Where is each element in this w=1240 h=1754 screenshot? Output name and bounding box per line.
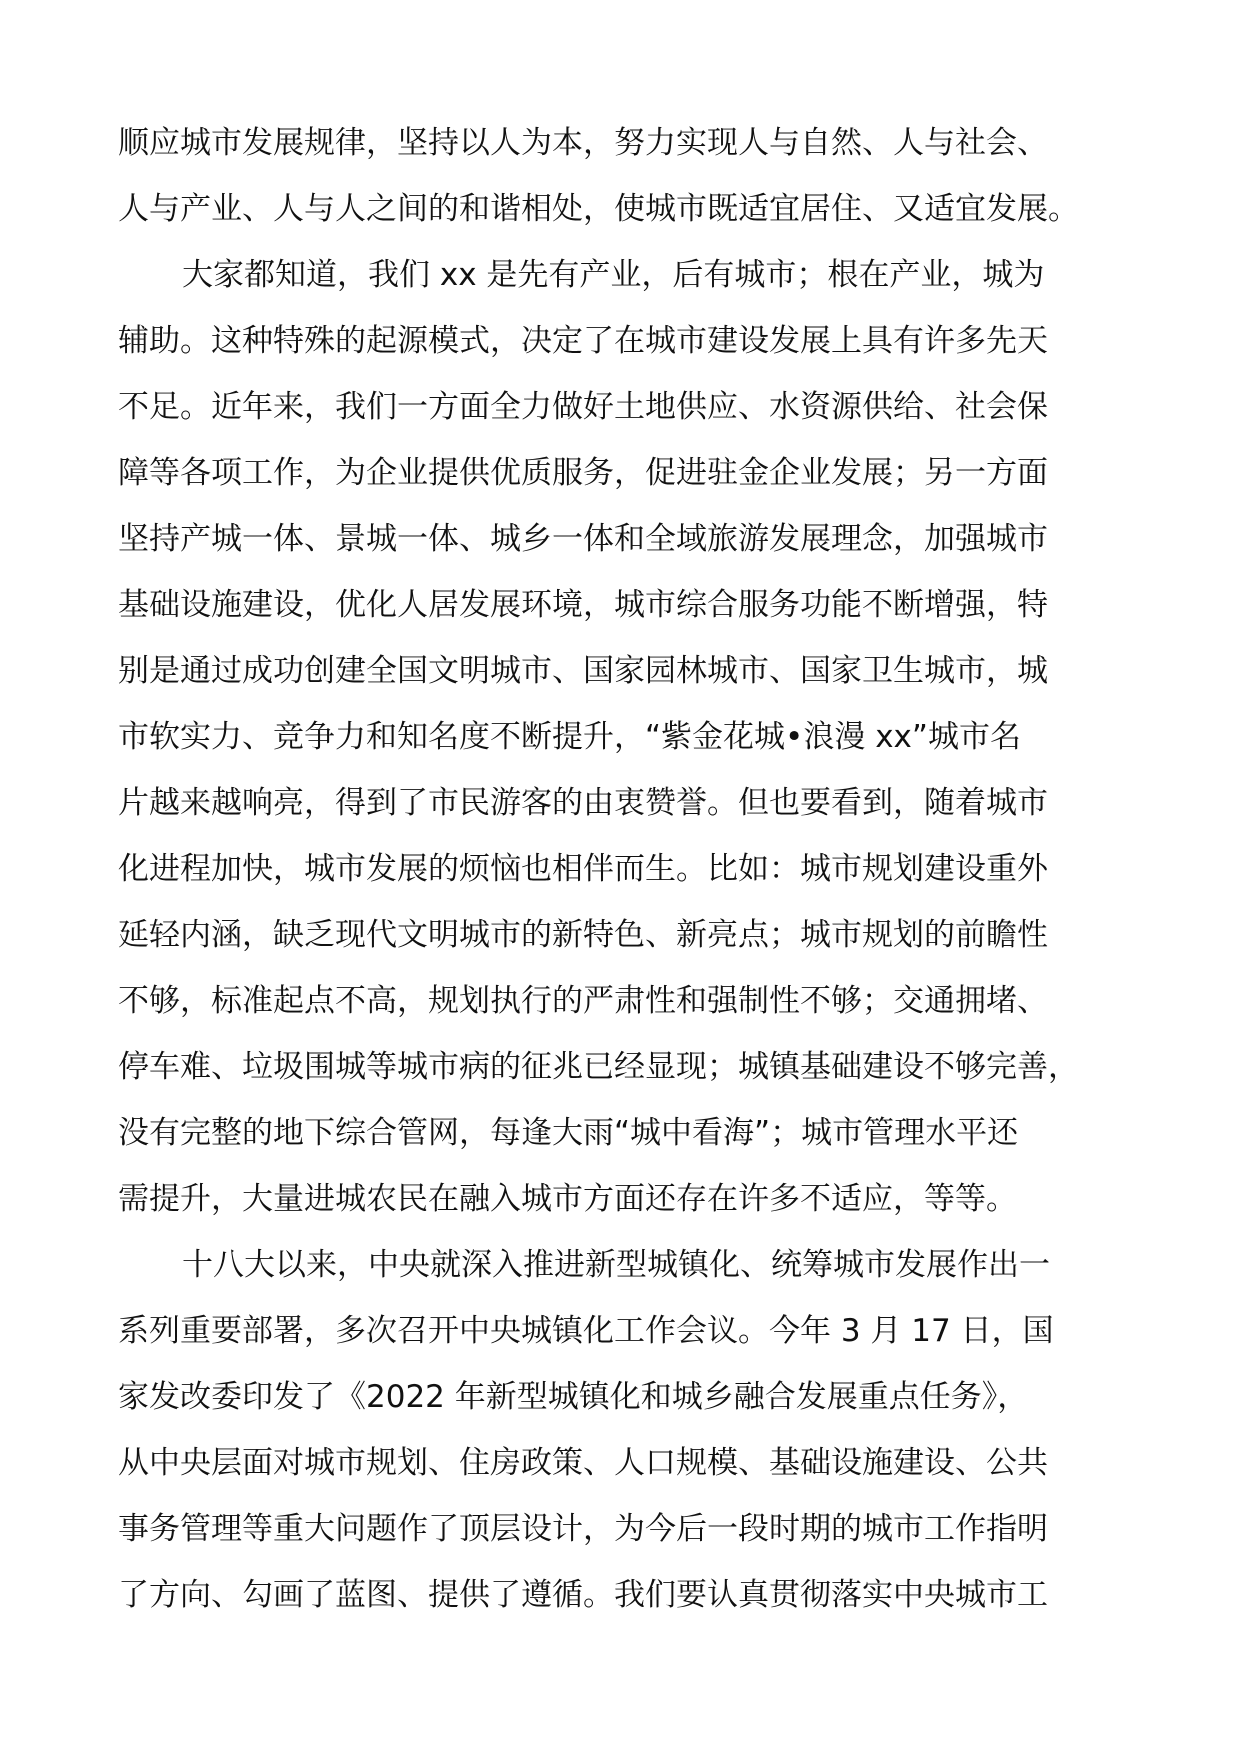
text-line: 坚持产城一体、景城一体、城乡一体和全域旅游发展理念，加强城市 — [118, 521, 1048, 557]
text-line: 障等各项工作，为企业提供优质服务，促进驻金企业发展；另一方面 — [118, 455, 1048, 491]
text-line: 系列重要部署，多次召开中央城镇化工作会议。今年 3 月 17 日，国 — [118, 1313, 1054, 1349]
text-line: 没有完整的地下综合管网，每逢大雨“城中看海”；城市管理水平还 — [118, 1115, 1019, 1151]
paragraph-start-line: 十八大以来，中央就深入推进新型城镇化、统筹城市发展作出一 — [182, 1247, 1050, 1283]
text-line: 不够，标准起点不高，规划执行的严肃性和强制性不够；交通拥堵、 — [118, 983, 1048, 1019]
text-line: 别是通过成功创建全国文明城市、国家园林城市、国家卫生城市，城 — [118, 653, 1048, 689]
text-line: 顺应城市发展规律，坚持以人为本，努力实现人与自然、人与社会、 — [118, 125, 1048, 161]
text-line: 延轻内涵，缺乏现代文明城市的新特色、新亮点；城市规划的前瞻性 — [118, 917, 1048, 953]
text-line: 从中央层面对城市规划、住房政策、人口规模、基础设施建设、公共 — [118, 1445, 1048, 1481]
text-line: 需提升，大量进城农民在融入城市方面还存在许多不适应，等等。 — [118, 1181, 1017, 1217]
text-line: 事务管理等重大问题作了顶层设计，为今后一段时期的城市工作指明 — [118, 1511, 1048, 1547]
text-line: 片越来越响亮，得到了市民游客的由衷赞誉。但也要看到，随着城市 — [118, 785, 1048, 821]
text-line: 基础设施建设，优化人居发展环境，城市综合服务功能不断增强，特 — [118, 587, 1048, 623]
text-line: 市软实力、竞争力和知名度不断提升，“紫金花城•浪漫 xx”城市名 — [118, 719, 1021, 755]
text-line: 人与产业、人与人之间的和谐相处，使城市既适宜居住、又适宜发展。 — [118, 191, 1079, 227]
text-line: 停车难、垃圾围城等城市病的征兆已经显现；城镇基础建设不够完善， — [118, 1049, 1079, 1085]
text-line: 辅助。这种特殊的起源模式，决定了在城市建设发展上具有许多先天 — [118, 323, 1048, 359]
paragraph-start-line: 大家都知道，我们 xx 是先有产业，后有城市；根在产业，城为 — [182, 257, 1045, 293]
body-text — [118, 110, 1128, 1628]
text-line: 家发改委印发了《2022 年新型城镇化和城乡融合发展重点任务》， — [118, 1379, 1029, 1415]
text-line: 了方向、勾画了蓝图、提供了遵循。我们要认真贯彻落实中央城市工 — [118, 1577, 1048, 1613]
text-line: 化进程加快，城市发展的烦恼也相伴而生。比如：城市规划建设重外 — [118, 851, 1048, 887]
text-line: 不足。近年来，我们一方面全力做好土地供应、水资源供给、社会保 — [118, 389, 1048, 425]
